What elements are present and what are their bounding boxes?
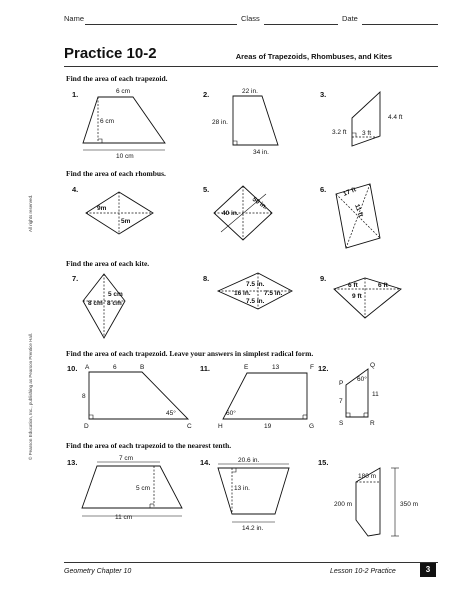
p11-vertex-g: G xyxy=(309,423,315,430)
p12-vertex-p: P xyxy=(339,380,344,387)
p12-vertex-s: S xyxy=(339,420,344,427)
problem-1-number: 1. xyxy=(72,90,79,99)
p3-right-label: 4.4 ft xyxy=(388,114,403,121)
problem-12-number: 12. xyxy=(318,364,329,373)
figure-12-trapezoid xyxy=(339,362,379,427)
p15-right-label: 350 m xyxy=(400,501,419,508)
p2-top-label: 22 in. xyxy=(242,88,258,95)
p15-top-label: 180 m xyxy=(358,473,377,480)
section-2-instruction: Find the area of each rhombus. xyxy=(66,169,166,178)
p7-a-label: 8 cm xyxy=(88,300,103,307)
problem-11-number: 11. xyxy=(200,364,211,373)
problem-13-number: 13. xyxy=(67,458,78,467)
figure-5-rhombus xyxy=(214,186,272,240)
problem-7-number: 7. xyxy=(72,274,79,283)
p11-bottom-label: 19 xyxy=(264,423,272,430)
p2-left-label: 28 in. xyxy=(212,119,228,126)
page-title: Practice 10-2 xyxy=(64,45,157,62)
p10-left-label: 8 xyxy=(82,393,86,400)
page-subtitle: Areas of Trapezoids, Rhombuses, and Kites xyxy=(235,52,392,61)
footer-right: Lesson 10-2 Practice xyxy=(330,568,396,575)
page-number: 3 xyxy=(420,563,436,577)
p12-right-label: 11 xyxy=(372,391,379,398)
p11-vertex-h: H xyxy=(218,423,223,430)
rights-text: All rights reserved. xyxy=(28,194,33,232)
p14-bottom-label: 14.2 in. xyxy=(242,525,264,532)
p10-vertex-a: A xyxy=(85,364,90,371)
figure-8-kite xyxy=(218,273,292,309)
p13-top-label: 7 cm xyxy=(119,455,134,462)
problem-4-number: 4. xyxy=(72,185,79,194)
section-4-instruction: Find the area of each trapezoid. Leave your answers in simplest radical form. xyxy=(66,349,314,358)
p7-b-label: 8 cm xyxy=(107,300,122,307)
p8-a-label: 7.5 in. xyxy=(246,281,265,288)
figure-2-trapezoid xyxy=(212,88,278,156)
p14-top-label: 20.6 in. xyxy=(238,457,260,464)
section-3-instruction: Find the area of each kite. xyxy=(66,259,150,268)
p10-vertex-c: C xyxy=(187,423,192,430)
figure-14-trapezoid xyxy=(218,457,289,532)
problem-3-number: 3. xyxy=(320,90,327,99)
copyright-text: © Pearson Education, Inc., publishing as Pearson Prentice Hall. xyxy=(28,332,33,460)
p8-c-label: 7.5 in. xyxy=(264,290,283,297)
figure-13-trapezoid xyxy=(82,455,182,521)
p1-bottom-label: 10 cm xyxy=(116,153,134,160)
p10-top-label: 6 xyxy=(113,364,117,371)
p11-vertex-f: F xyxy=(310,364,314,371)
section-5-instruction: Find the area of each trapezoid to the nearest tenth. xyxy=(66,441,232,450)
p5-a-label: 50 in. xyxy=(250,195,269,212)
p5-b-label: 40 in. xyxy=(222,210,239,217)
p4-d1-label: 9m xyxy=(97,205,107,212)
p9-a-label: 6 ft xyxy=(348,282,358,289)
p11-vertex-e: E xyxy=(244,364,249,371)
p6-a-label: 17 ft xyxy=(342,186,358,198)
p2-bottom-label: 34 in. xyxy=(253,149,269,156)
p12-left-label: 7 xyxy=(339,398,343,405)
section-1-instruction: Find the area of each trapezoid. xyxy=(66,74,168,83)
p10-vertex-b: B xyxy=(140,364,145,371)
p11-top-label: 13 xyxy=(272,364,280,371)
figure-4-rhombus xyxy=(86,192,153,234)
p8-b-label: 16 in. xyxy=(234,290,251,297)
problem-15-number: 15. xyxy=(318,458,329,467)
p13-height-label: 5 cm xyxy=(136,485,151,492)
p10-vertex-d: D xyxy=(84,423,89,430)
p6-b-label: 11 ft xyxy=(353,203,365,218)
p1-top-label: 6 cm xyxy=(116,88,131,95)
p15-left-label: 200 m xyxy=(334,501,353,508)
p11-angle-label: 60° xyxy=(226,410,236,417)
p1-height-label: 6 cm xyxy=(100,118,115,125)
problem-2-number: 2. xyxy=(203,90,210,99)
p12-vertex-q: Q xyxy=(370,362,376,369)
date-label: Date xyxy=(342,14,358,23)
figure-3-trapezoid xyxy=(332,92,403,146)
figure-6-rhombus xyxy=(336,184,380,248)
p7-c-label: 5 cm xyxy=(108,291,123,298)
problem-5-number: 5. xyxy=(203,185,210,194)
problem-9-number: 9. xyxy=(320,274,327,283)
p4-d2-label: 5m xyxy=(121,218,131,225)
problem-14-number: 14. xyxy=(200,458,211,467)
p12-angle-label: 60° xyxy=(357,376,367,383)
figure-1-trapezoid xyxy=(83,88,165,160)
class-label: Class xyxy=(241,14,260,23)
name-label: Name xyxy=(64,14,85,23)
problem-8-number: 8. xyxy=(203,274,210,283)
p9-c-label: 9 ft xyxy=(352,293,362,300)
p3-height-label: 3 ft xyxy=(362,130,372,137)
figure-11-trapezoid xyxy=(218,364,314,430)
p3-left-label: 3.2 ft xyxy=(332,129,347,136)
problem-10-number: 10. xyxy=(67,364,78,373)
p10-angle-label: 45° xyxy=(166,410,176,417)
footer-left: Geometry Chapter 10 xyxy=(64,568,132,575)
p14-height-label: 13 in. xyxy=(234,485,250,492)
footer-rule xyxy=(64,562,438,563)
p9-b-label: 6 ft xyxy=(378,282,388,289)
figure-10-trapezoid xyxy=(82,364,192,430)
figure-9-kite xyxy=(334,278,401,318)
p8-d-label: 7.5 in. xyxy=(246,298,265,305)
p12-vertex-r: R xyxy=(370,420,375,427)
figure-7-kite xyxy=(83,274,125,338)
figure-15-trapezoid xyxy=(334,468,418,536)
problem-6-number: 6. xyxy=(320,185,327,194)
p13-bottom-label: 11 cm xyxy=(115,514,133,521)
